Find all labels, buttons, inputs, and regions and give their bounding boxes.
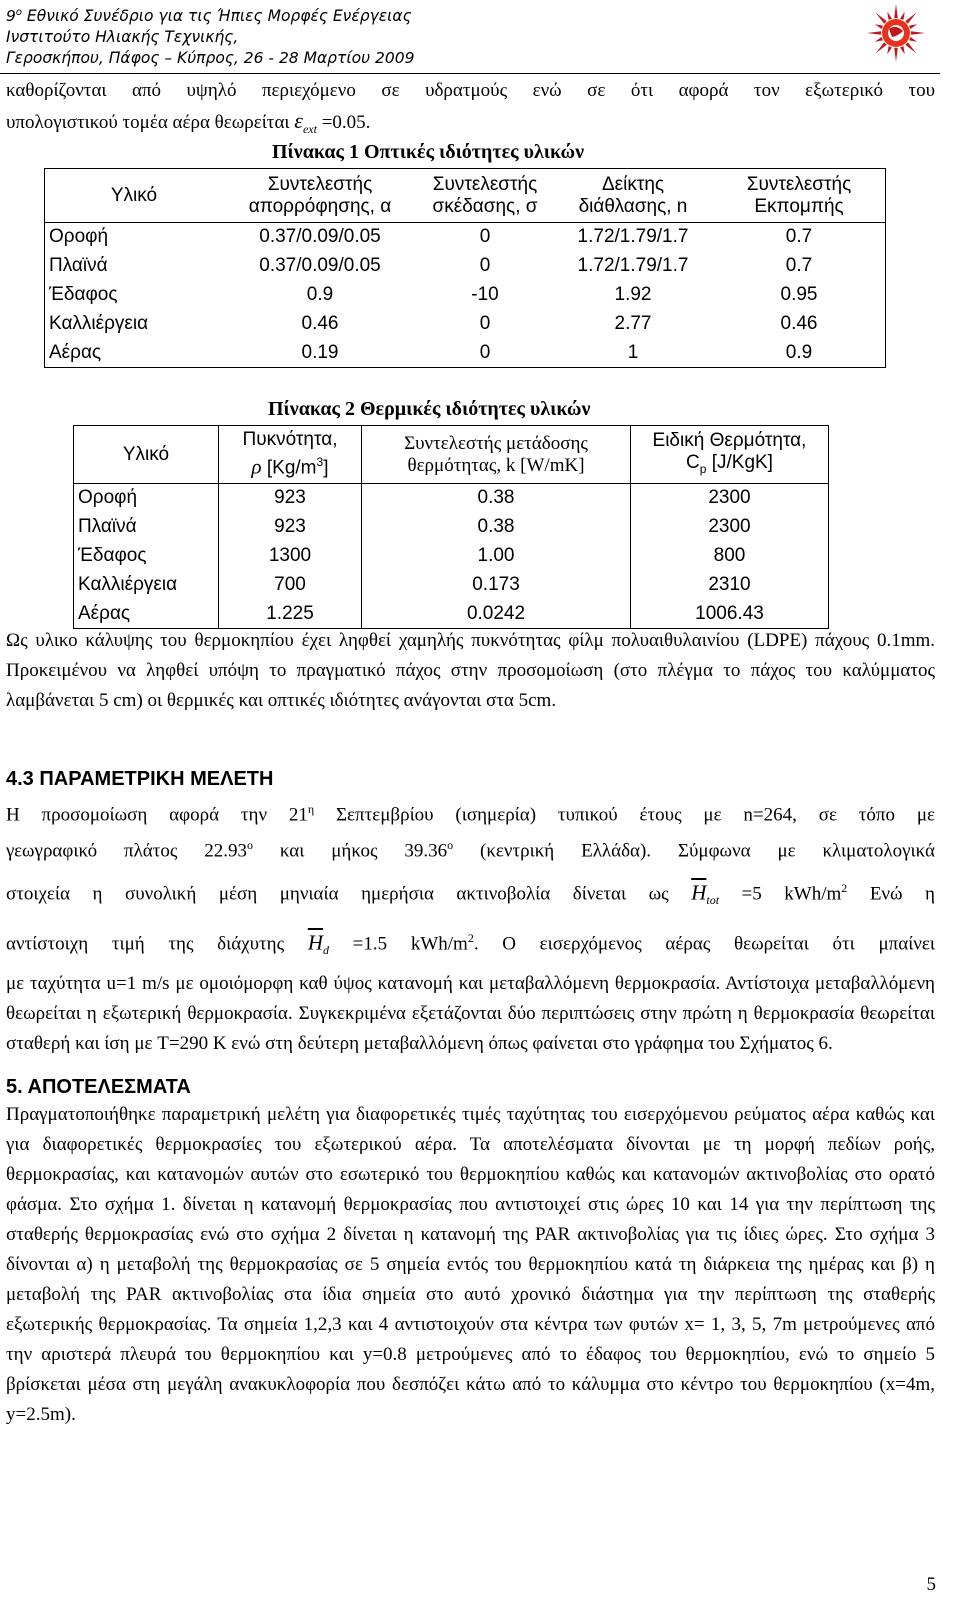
table-cell: 0.95 bbox=[713, 281, 886, 310]
table-cell: Οροφή bbox=[74, 484, 219, 513]
table-cell: 2310 bbox=[631, 571, 829, 600]
table-cell: 1.225 bbox=[219, 600, 362, 629]
table-row bbox=[74, 571, 829, 600]
table-cell: 0.173 bbox=[362, 571, 631, 600]
table2-header-row bbox=[74, 426, 829, 484]
table-row bbox=[45, 223, 886, 252]
sun-logo-icon bbox=[865, 4, 927, 62]
table1-caption: Πίνακας 1 Οπτικές ιδιότητες υλικών bbox=[272, 141, 585, 163]
t2-header-conductivity: Συντελεστής μετάδοσης θερμότητας, k [W/mK] bbox=[362, 426, 631, 484]
table-cell: 0.46 bbox=[301, 313, 339, 334]
table-row bbox=[45, 339, 886, 368]
table-cell: 2300 bbox=[631, 484, 829, 513]
header-line-1: $9^o$ Εθνικό Συνέδριο για τις Ήπιες Μορφές Ενέργειας bbox=[6, 7, 412, 26]
section-4-3-title: 4.3 ΠΑΡΑΜΕΤΡΙΚΗ ΜΕΛΕΤΗ bbox=[6, 768, 274, 790]
table-cell: 0.38 bbox=[362, 513, 631, 542]
table-cell: 2300 bbox=[631, 513, 829, 542]
table-cell: 0.37/0.09/0.05 bbox=[259, 255, 381, 276]
table-cell: Καλλιέργεια bbox=[45, 310, 224, 339]
s43-line-1: Η προσομοίωση αφορά την $21^\eta$ Σεπτεμβρίου (ισημερία) τυπικού έτους με n=264, σε τόπο με bbox=[6, 802, 935, 826]
table1-header-row bbox=[45, 169, 886, 223]
table2-caption: Πίνακας 2 Θερμικές ιδιότητες υλικών bbox=[268, 398, 591, 420]
table-cell: Καλλιέργεια bbox=[74, 571, 219, 600]
optical-properties-table bbox=[44, 168, 886, 368]
table-cell: 0.0242 bbox=[362, 600, 631, 629]
section-5-title: 5. ΑΠΟΤΕΛΕΣΜΑΤΑ bbox=[6, 1076, 191, 1098]
table-cell: 800 bbox=[631, 542, 829, 571]
table-cell: 0.9 bbox=[713, 339, 886, 368]
table-cell: Αέρας bbox=[45, 339, 224, 368]
table-row bbox=[74, 484, 829, 513]
table-row bbox=[74, 513, 829, 542]
table-row bbox=[74, 600, 829, 629]
table-cell: 0.19 bbox=[301, 341, 339, 363]
table-cell: 1 bbox=[627, 341, 639, 363]
t2-header-density: Πυκνότητα, ρ $[Kg/m^3]$ bbox=[219, 426, 362, 484]
s43-line-2: γεωγραφικό πλάτος $22.93^o$ και μήκος $39.36^o$ (κεντρική Ελλάδα). Σύμφωνα με κλιματολογικά bbox=[6, 838, 936, 862]
t1-header-cell: Υλικό bbox=[45, 169, 224, 223]
table-cell: 0 bbox=[479, 226, 491, 248]
intro-paragraph bbox=[6, 76, 935, 144]
table-cell: 0.37/0.09/0.05 bbox=[259, 226, 381, 248]
table-cell: Οροφή bbox=[45, 223, 224, 252]
table-cell: 700 bbox=[219, 571, 362, 600]
thermal-properties-table bbox=[73, 425, 829, 629]
table-cell: 1.92 bbox=[614, 284, 652, 305]
header-line-2: Ινστιτούτο Ηλιακής Τεχνικής, bbox=[6, 28, 239, 47]
table-cell: 0.38 bbox=[362, 484, 631, 513]
intro-line-2: υπολογιστικού τομέα αέρα θεωρείται $\varepsilon_{ext} =0.05$. bbox=[6, 108, 371, 136]
table-cell: 923 bbox=[219, 513, 362, 542]
page-number: 5 bbox=[926, 1574, 936, 1595]
section-4-3-body bbox=[6, 794, 935, 1059]
t1-header-cell: Συντελεστής απορρόφησης, α bbox=[248, 173, 392, 217]
header-line-3: Γεροσκήπου, Πάφος – Κύπρος, 26 - 28 Μαρτίου 2009 bbox=[6, 49, 415, 68]
table-cell: Πλαϊνά bbox=[45, 252, 224, 281]
table-cell: 0.9 bbox=[306, 284, 334, 305]
header-rule bbox=[0, 73, 940, 74]
table-cell: Πλαϊνά bbox=[74, 513, 219, 542]
table-cell: 1006.43 bbox=[631, 600, 829, 629]
table-row bbox=[45, 281, 886, 310]
table-cell: 0.46 bbox=[713, 310, 886, 339]
table-row bbox=[45, 310, 886, 339]
t1-header-cell: Συντελεστής Εκπομπής bbox=[713, 169, 886, 223]
table-cell: Έδαφος bbox=[45, 281, 224, 310]
ldpe-paragraph: Ως υλικο κάλυψης του θερμοκηπίου έχει ληφθεί χαμηλής πυκνότητας φίλμ πολυαιθυλαινίου (LDPE) πάχους 0.1mm. Προκειμένου να ληφθεί υπόψη το πραγματικό πάχος στην προσομοίωση (στο πλέγμα το πάχος του καλύμματος λαμβάνεται 5 cm) οι θερμικές και οπτικές ιδιότητες ανάγονται στα 5cm. bbox=[6, 630, 935, 711]
table-cell: 0 bbox=[479, 313, 491, 334]
section-5-body: Πραγματοποιήθηκε παραμετρική μελέτη για διαφορετικές τιμές ταχύτητας του εισερχόμενου ρεύματος αέρα καθώς και για διαφορετικές θερμοκρασίες του εξωτερικού αέρα. Τα αποτελέσματα δίνονται με τη μορφή πεδίων ροής, θερμοκρασίας, και κατανομών αυτών στο εσωτερικό του θερμοκηπίου καθώς και κατανομών ακτινοβολίας στο ορατό φάσμα. Στο σχήμα 1. δίνεται η κατανομή θερμοκρασίας που αντιστοιχεί στις ώρες 10 και 14 για την περίπτωση της σταθερής θερμοκρασίας ενώ στο σχήμα 2 δίνεται η κατανομή της PAR ακτινοβολίας για τις ίδιες ώρες. Στο σχήμα 3 δίνονται α) η μεταβολή της θερμοκρασίας σε 5 σημεία εντός του θερμοκηπίου κατά τη διάρκεια της ημέρας και β) η μεταβολή της PAR ακτινοβολίας στα ίδια σημεία στο αυτό χρονικό διάστημα για την περίπτωση της σταθερής εξωτερικής θερμοκρασίας. Τα σημεία 1,2,3 και 4 αντιστοιχούν στα κέντρα των φυτών x= 1, 3, 5, 7m μετρούμενες από την αριστερά πλευρά του θερμοκηπίου και y=0.8 μετρούμενες από το έδαφος του θερμοκηπίου, ενώ το σημείο 5 βρίσκεται μέσα στη μεγάλη ανακυκλοφορία που δεσπόζει κάτω από το κάλυμμα στο κέντρο του θερμοκηπίου (x=4m, y=2.5m). bbox=[6, 1104, 935, 1425]
table-cell: -10 bbox=[471, 284, 499, 305]
table-cell: Έδαφος bbox=[74, 542, 219, 571]
intro-line-1: καθορίζονται από υψηλό περιεχόμενο σε υδρατμούς ενώ σε ότι αφορά τον εξωτερικό του bbox=[6, 80, 935, 101]
table-cell: 1.72/1.79/1.7 bbox=[577, 255, 689, 276]
table-row bbox=[74, 542, 829, 571]
table-cell: 0.7 bbox=[713, 223, 886, 252]
table-cell: 1.00 bbox=[362, 542, 631, 571]
table-cell: 0 bbox=[479, 255, 491, 276]
s43-line-3: στοιχεία η συνολική μέση μηνιαία ημερήσια ακτινοβολία δίνεται ως $\overline{H}_{tot} =5$ kWh/$m^2$ Ενώ η bbox=[6, 879, 935, 907]
table-cell: 0 bbox=[479, 341, 491, 363]
t2-header-specific-heat: Ειδική Θερμότητα, $C_p$ [J/KgK] bbox=[631, 426, 829, 484]
s43-rest: με ταχύτητα u=1 m/s με ομοιόμορφη καθ ύψος κατανομή και μεταβαλλόμενη θερμοκρασία. Αντίστοιχα μεταβαλλόμενη θεωρείται η εξωτερική θερμοκρασία. Συγκεκριμένα εξετάζονται δύο περιπτώσεις στην πρώτη η θερμοκρασία θεωρείται σταθερή και ίση με T=290 K ενώ στη δεύτερη μεταβαλλόμενη όπως φαίνεται στο γράφημα του Σχήματος 6. bbox=[6, 972, 935, 1054]
table-cell: 1300 bbox=[219, 542, 362, 571]
table-cell: 1.72/1.79/1.7 bbox=[577, 226, 689, 248]
table-row bbox=[45, 252, 886, 281]
t1-header-cell: Δείκτης διάθλασης, n bbox=[578, 173, 688, 217]
t2-header-material: Υλικό bbox=[74, 426, 219, 484]
conference-header bbox=[6, 2, 414, 69]
table-cell: 923 bbox=[219, 484, 362, 513]
s43-line-4: αντίστοιχη τιμή της διάχυτης $\overline{H}_d =1.5$ kWh/$m^2$. Ο εισερχόμενος αέρας θεωρείται ότι μπαίνει bbox=[6, 930, 935, 957]
table-cell: 0.7 bbox=[713, 252, 886, 281]
table-cell: Αέρας bbox=[74, 600, 219, 629]
t1-header-cell: Συντελεστής σκέδασης, σ bbox=[432, 173, 538, 217]
table-cell: 2.77 bbox=[614, 313, 652, 334]
